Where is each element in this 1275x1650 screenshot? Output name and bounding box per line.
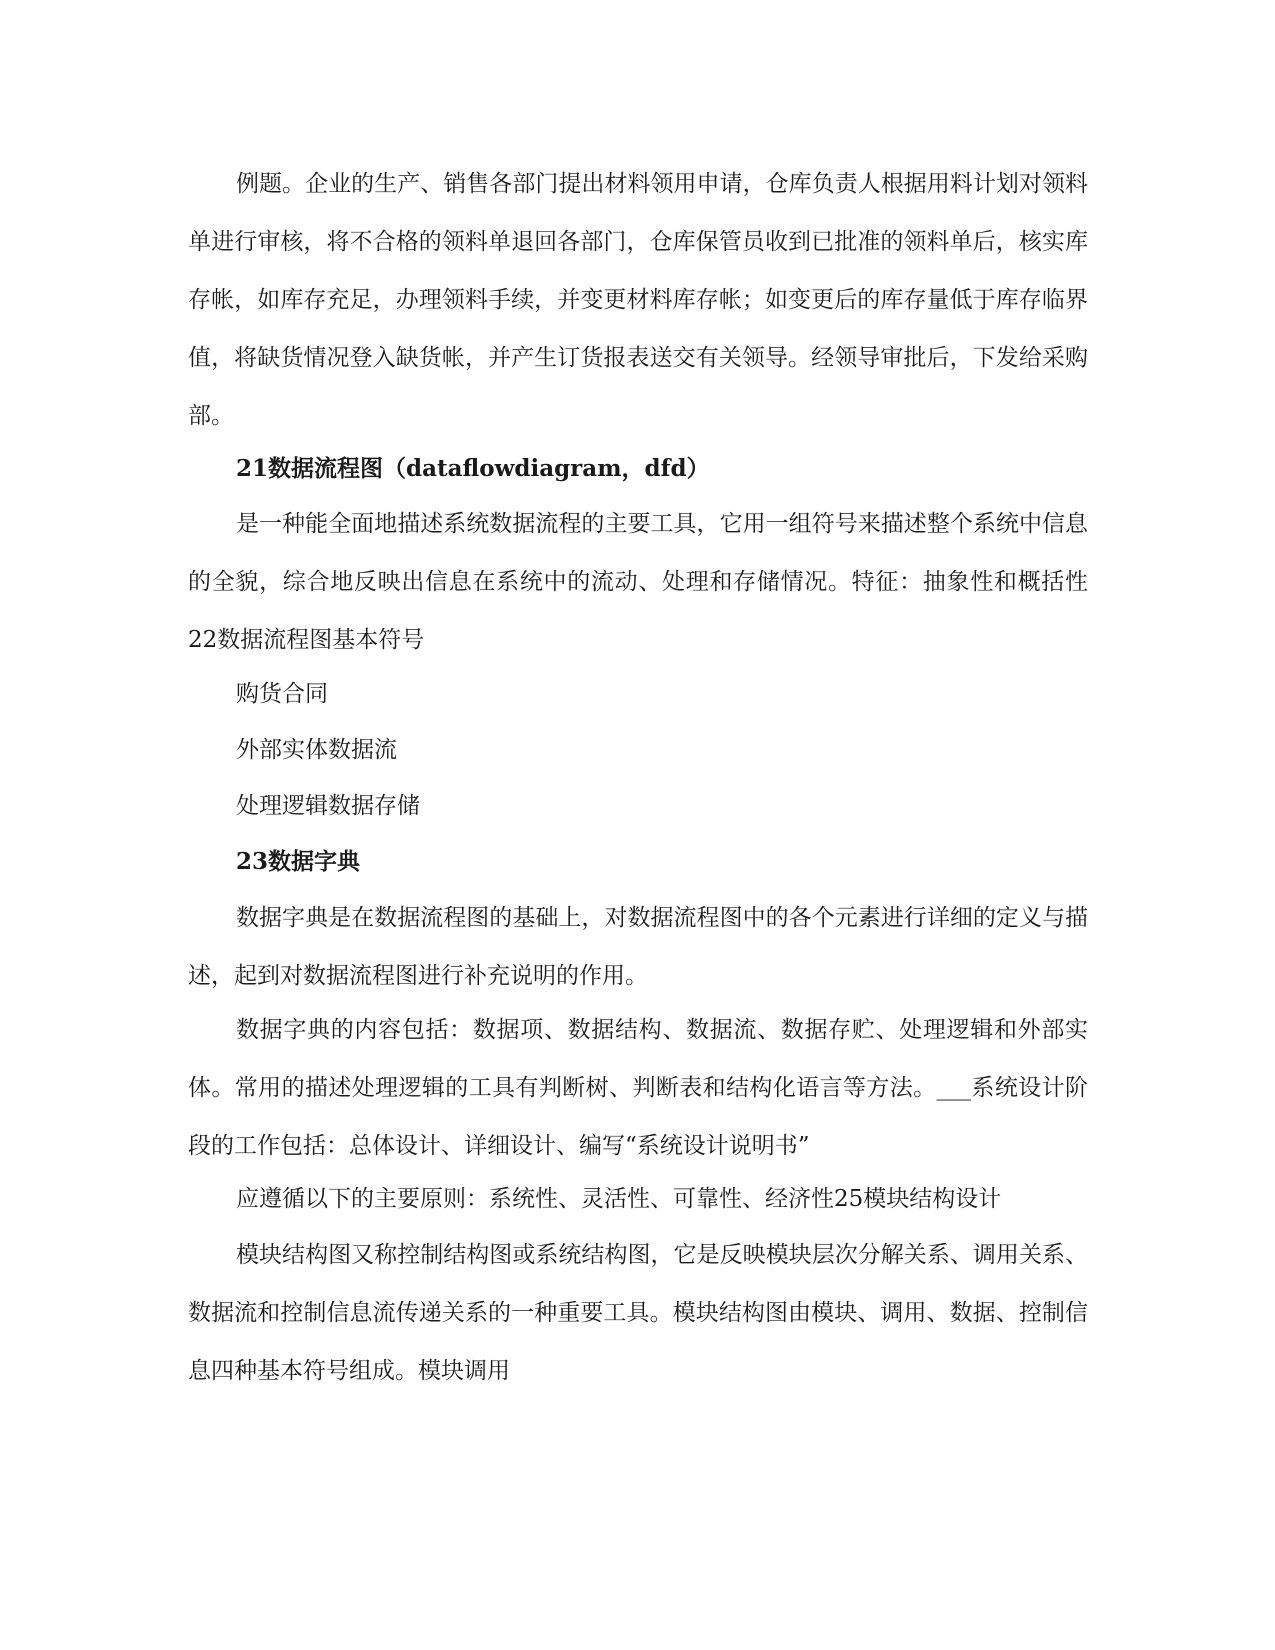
paragraph-dfd-definition: 是一种能全面地描述系统数据流程的主要工具，它用一组符号来描述整个系统中信息的全貌，综合地反映出信息在系统中的流动、处理和存储情况。特征：抽象性和概括性22数据流程图基本符号: [188, 511, 1088, 653]
paragraph-module-structure: 模块结构图又称控制结构图或系统结构图，它是反映模块层次分解关系、调用关系、数据流和控制信息流传递关系的一种重要工具。模块结构图由模块、调用、数据、控制信息四种基本符号组成。模块调用: [188, 1242, 1088, 1384]
paragraph-data-dictionary-contents: 数据字典的内容包括：数据项、数据结构、数据流、数据存贮、处理逻辑和外部实体。常用的描述处理逻辑的工具有判断树、判断表和结构化语言等方法。___系统设计阶段的工作包括：总体设计、详细设计、编写“系统设计说明书”: [188, 1017, 1088, 1159]
paragraph-purchase-contract: 购货合同: [236, 681, 328, 707]
paragraph-external-entity-dataflow: 外部实体数据流: [236, 737, 397, 763]
section-heading-data-dictionary: 23数据字典: [236, 848, 361, 875]
paragraph-design-principles: 应遵循以下的主要原则：系统性、灵活性、可靠性、经济性25模块结构设计: [236, 1186, 1002, 1212]
section-heading-dfd: 21数据流程图（dataflowdiagram，dfd）: [236, 455, 710, 482]
paragraph-process-logic-datastore: 处理逻辑数据存储: [236, 793, 420, 819]
paragraph-data-dictionary-definition: 数据字典是在数据流程图的基础上，对数据流程图中的各个元素进行详细的定义与描述，起到对数据流程图进行补充说明的作用。: [188, 905, 1088, 989]
paragraph-example-problem: 例题。企业的生产、销售各部门提出材料领用申请，仓库负责人根据用料计划对领料单进行审核，将不合格的领料单退回各部门，仓库保管员收到已批准的领料单后，核实库存帐，如库存充足，办理领料手续，并变更材料库存帐；如变更后的库存量低于库存临界值，将缺货情况登入缺货帐，并产生订货报表送交有关领导。经领导审批后，下发给采购部。: [188, 171, 1088, 429]
